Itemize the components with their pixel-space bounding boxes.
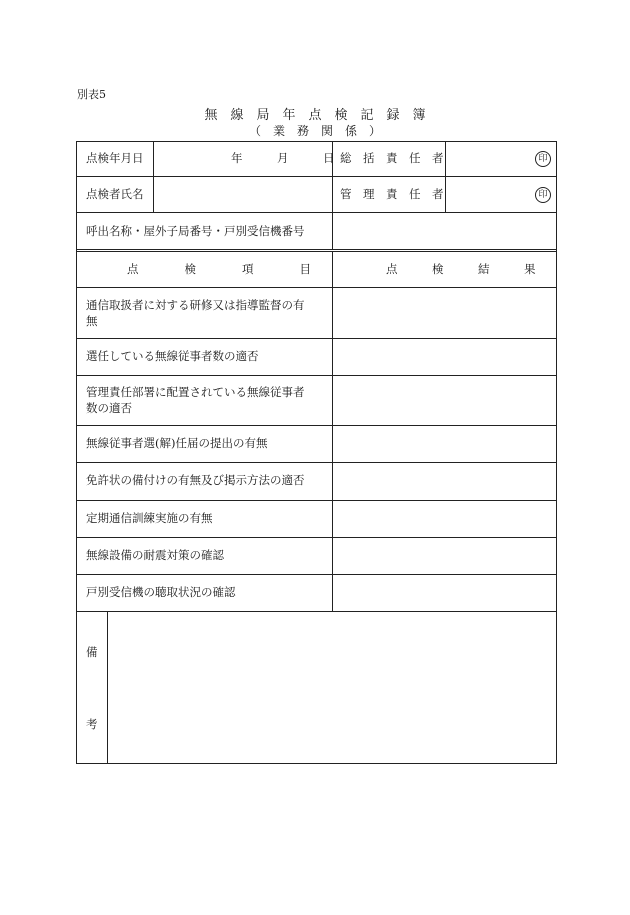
form-title: 無 線 局 年 点 検 記 録 簿 [204,108,426,123]
remarks-label-top: 備 [86,645,98,659]
remarks-label-bottom: 考 [86,717,98,731]
chief-responsible-label: 総 括 責 任 者 [340,151,444,165]
frame-left [76,141,77,764]
inspection-item-header: 点 検 項 目 [127,262,311,276]
divider [76,574,557,575]
divider [76,375,557,376]
manager-responsible-label: 管 理 責 任 者 [340,187,444,201]
divider [107,611,108,763]
divider [76,287,557,288]
frame-top [76,141,557,142]
frame-right [556,141,557,764]
checklist-item: 無線従事者選(解)任届の提出の有無 [86,436,268,450]
divider [76,462,557,463]
divider [445,141,446,212]
checklist-item: 管理責任部署に配置されている無線従事者 数の適否 [86,385,305,415]
seal-icon: 印 [535,187,551,203]
call-sign-label: 呼出名称・屋外子局番号・戸別受信機番号 [86,224,305,238]
divider [76,425,557,426]
divider [76,249,557,250]
checklist-item: 免許状の備付けの有無及び掲示方法の適否 [86,473,305,487]
seal-icon: 印 [535,151,551,167]
inspection-result-header: 点 検 結 果 [386,262,536,276]
checklist-item: 通信取扱者に対する研修又は指導監督の有 無 [86,298,305,328]
divider [76,537,557,538]
divider [76,338,557,339]
form-subtitle: （ 業 務 関 係 ） [248,124,381,138]
divider [76,611,557,612]
inspection-date-label: 点検年月日 [86,151,144,165]
divider [332,251,333,611]
frame-bottom [76,763,557,764]
checklist-item: 選任している無線従事者数の適否 [86,349,259,363]
divider [76,500,557,501]
checklist-item: 戸別受信機の聴取状況の確認 [86,585,236,599]
divider [153,141,154,212]
divider [76,251,557,252]
divider [76,212,557,213]
divider [76,176,557,177]
checklist-item: 無線設備の耐震対策の確認 [86,548,224,562]
form-number: 別表5 [77,88,106,101]
checklist-item: 定期通信訓練実施の有無 [86,511,213,525]
inspection-date-value: 年 月 日 [231,151,335,165]
inspector-name-label: 点検者氏名 [86,187,144,201]
